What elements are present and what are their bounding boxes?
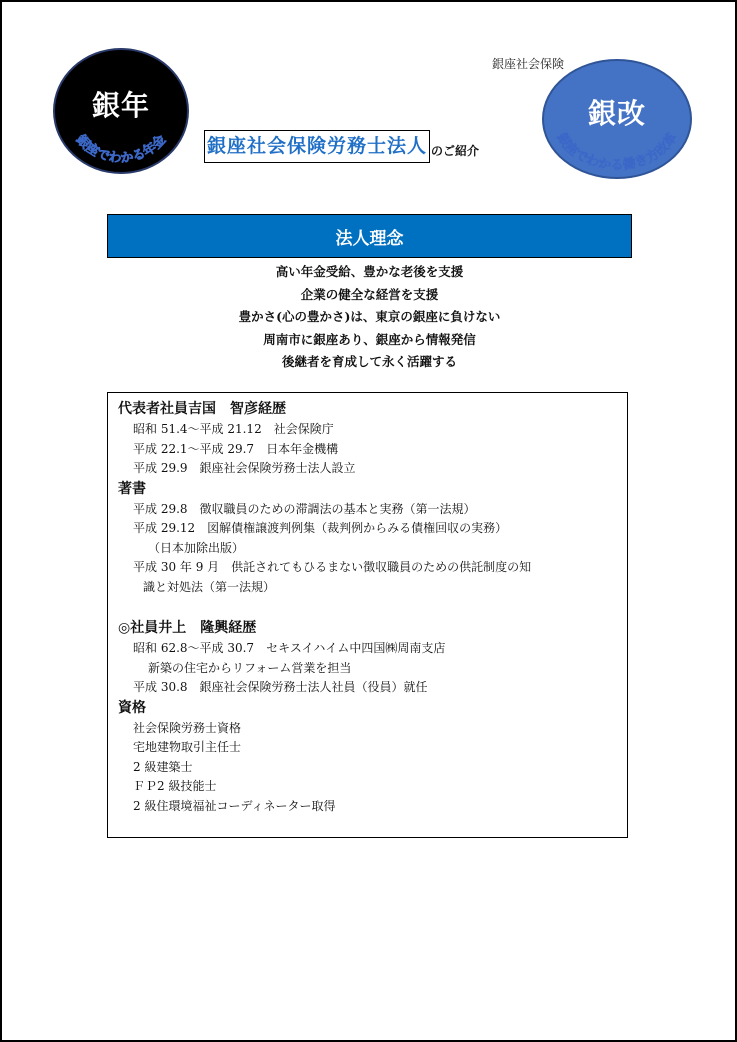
profile-box bbox=[107, 392, 628, 838]
spacer bbox=[118, 597, 617, 618]
qualification-item: 宅地建物取引主任士 bbox=[133, 740, 242, 754]
philosophy-line: 後継者を育成して永く活躍する bbox=[281, 354, 457, 369]
svg-text:銀座でわかる働き方改革: 銀座でわかる働き方改革 bbox=[553, 130, 681, 173]
ginkai-arc-text bbox=[544, 61, 690, 177]
svg-text:銀座でわかる年金: 銀座でわかる年金 bbox=[72, 132, 170, 167]
philosophy-heading: 法人理念 bbox=[335, 228, 404, 249]
representative-heading: 代表者社員吉国 智彦経歴 bbox=[118, 401, 286, 417]
career-item: 平成 30.8 銀座社会保険労務士法人社員（役員）就任 bbox=[133, 680, 428, 694]
book-item-continued: （日本加除出版） bbox=[148, 540, 245, 555]
member-heading: ◎社員井上 隆興経歴 bbox=[118, 620, 257, 636]
top-right-org-text: 銀座社会保険 bbox=[492, 57, 565, 71]
career-item: 平成 29.9 銀座社会保険労務士法人設立 bbox=[133, 461, 356, 475]
qualification-item: 社会保険労務士資格 bbox=[133, 720, 242, 735]
ginnen-logo-text: 銀年 bbox=[91, 89, 150, 122]
qualification-item: 2 級住環境福祉コーディネーター取得 bbox=[133, 798, 336, 813]
qualification-item: ＦＰ2 級技能士 bbox=[133, 779, 217, 793]
career-item: 昭和 51.4～平成 21.12 社会保険庁 bbox=[133, 422, 334, 436]
philosophy-banner bbox=[107, 214, 632, 258]
ginkai-logo-text: 銀改 bbox=[587, 97, 646, 130]
career-item-continued: 新築の住宅からリフォーム営業を担当 bbox=[148, 660, 352, 675]
ginkai-logo-badge bbox=[542, 59, 692, 179]
qualifications-heading: 資格 bbox=[118, 699, 146, 716]
book-item: 平成 29.12 図解債権譲渡判例集（裁判例からみる債権回収の実務） bbox=[133, 521, 508, 535]
page-title-suffix: のご紹介 bbox=[431, 144, 480, 158]
book-item-continued: 識と対処法（第一法規） bbox=[143, 579, 276, 594]
ginnen-logo-badge bbox=[53, 48, 189, 174]
philosophy-line: 豊かさ(心の豊かさ)は、東京の銀座に負けない bbox=[238, 309, 501, 324]
career-item: 平成 22.1～平成 29.7 日本年金機構 bbox=[133, 441, 339, 456]
philosophy-line: 企業の健全な経営を支援 bbox=[300, 286, 439, 302]
qualification-item: 2 級建築士 bbox=[133, 759, 193, 774]
ginnen-arc-text bbox=[55, 50, 187, 172]
book-item: 平成 30 年 9 月 供託されてもひるまない徴収職員のための供託制度の知 bbox=[133, 560, 532, 574]
title-row bbox=[204, 130, 479, 163]
page-title: 銀座社会保険労務士法人 bbox=[204, 130, 430, 163]
philosophy-list bbox=[107, 261, 632, 374]
career-item: 昭和 62.8～平成 30.7 セキスイハイム中四国㈱周南支店 bbox=[133, 641, 446, 655]
books-heading: 著書 bbox=[118, 480, 146, 497]
philosophy-line: 高い年金受給、豊かな老後を支援 bbox=[275, 264, 464, 279]
philosophy-line: 周南市に銀座あり、銀座から情報発信 bbox=[263, 331, 476, 347]
book-item: 平成 29.8 徴収職員のための滞調法の基本と実務（第一法規） bbox=[133, 501, 476, 516]
